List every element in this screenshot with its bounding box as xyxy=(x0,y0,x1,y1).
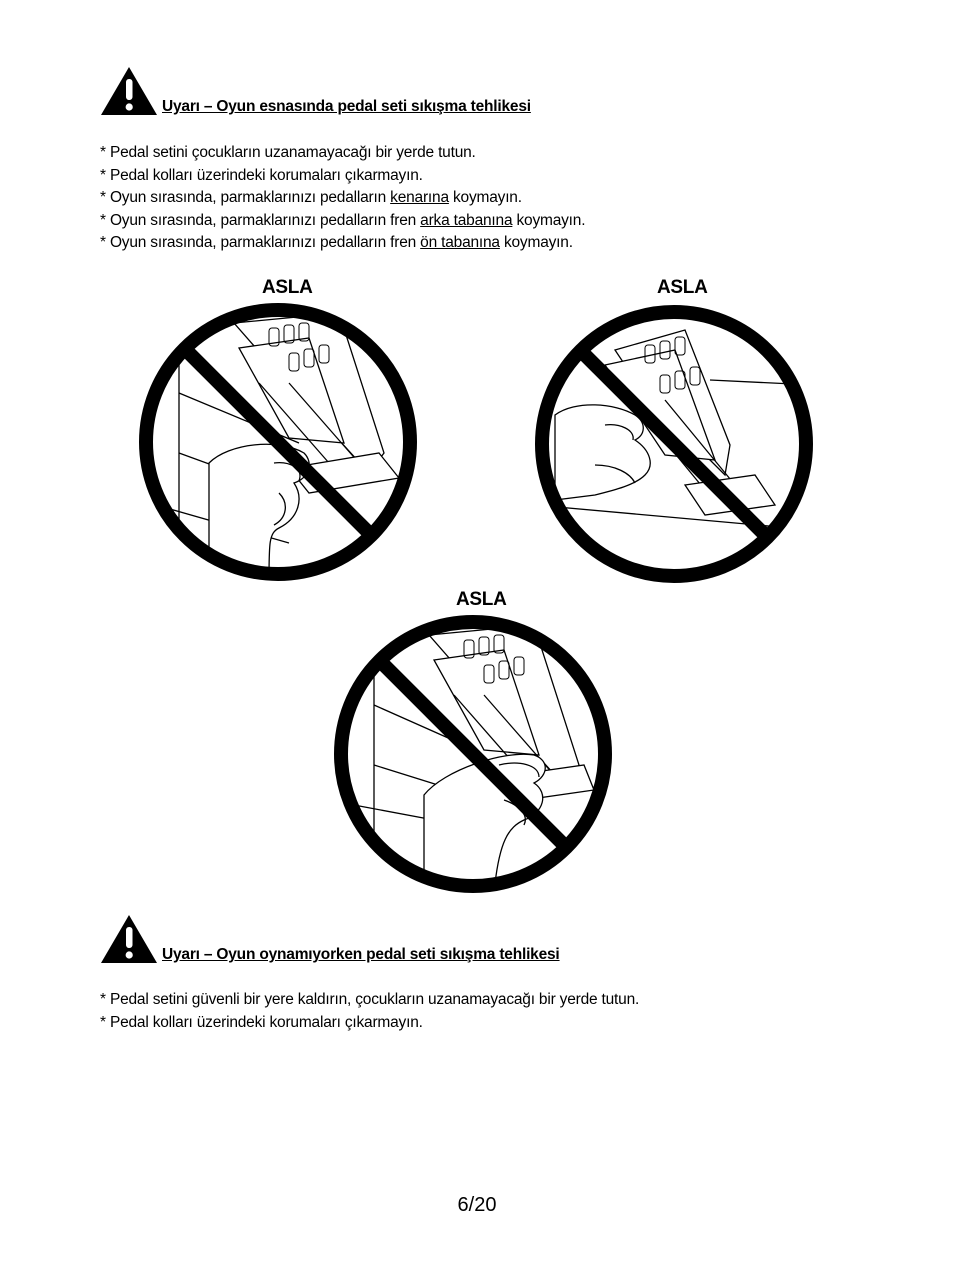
list-item: * Oyun sırasında, parmaklarınızı pedalların fren arka tabanına koymayın. xyxy=(100,211,586,229)
list-item: * Pedal setini güvenli bir yere kaldırın, çocukların uzanamayacağı bir yerde tutun. xyxy=(100,991,640,1008)
prohibited-pedal-edge-icon xyxy=(139,303,417,581)
prohibited-pedal-front-icon xyxy=(334,615,612,893)
list-item: * Pedal kolları üzerindeki korumaları çıkarmayın. xyxy=(100,1013,423,1031)
list-item: * Pedal kolları üzerindeki korumaları çıkarmayın. xyxy=(100,166,423,184)
warning-list-1 xyxy=(100,142,585,255)
figure-label-2: ASLA xyxy=(657,277,708,298)
list-item: * Oyun sırasında, parmaklarınızı pedalların kenarına koymayın. xyxy=(100,189,522,206)
figure-label-3: ASLA xyxy=(456,589,507,610)
warning-heading-1 xyxy=(100,66,531,116)
list-item: * Pedal setini çocukların uzanamayacağı bir yerde tutun. xyxy=(100,144,476,161)
list-item: * Oyun sırasında, parmaklarınızı pedalların fren ön tabanına koymayın. xyxy=(100,234,573,251)
warning-heading-2 xyxy=(100,914,560,964)
page-number: 6/20 xyxy=(457,1194,497,1216)
warning-title-1: Uyarı – Oyun esnasında pedal seti sıkışma tehlikesi xyxy=(162,98,531,115)
warning-title-2: Uyarı – Oyun oynamıyorken pedal seti sıkışma tehlikesi xyxy=(162,946,560,963)
warning-triangle-icon xyxy=(100,914,158,964)
warning-list-2 xyxy=(100,989,639,1034)
warning-triangle-icon xyxy=(100,66,158,116)
figure-label-1: ASLA xyxy=(262,277,313,298)
prohibited-pedal-rear-icon xyxy=(535,305,813,583)
